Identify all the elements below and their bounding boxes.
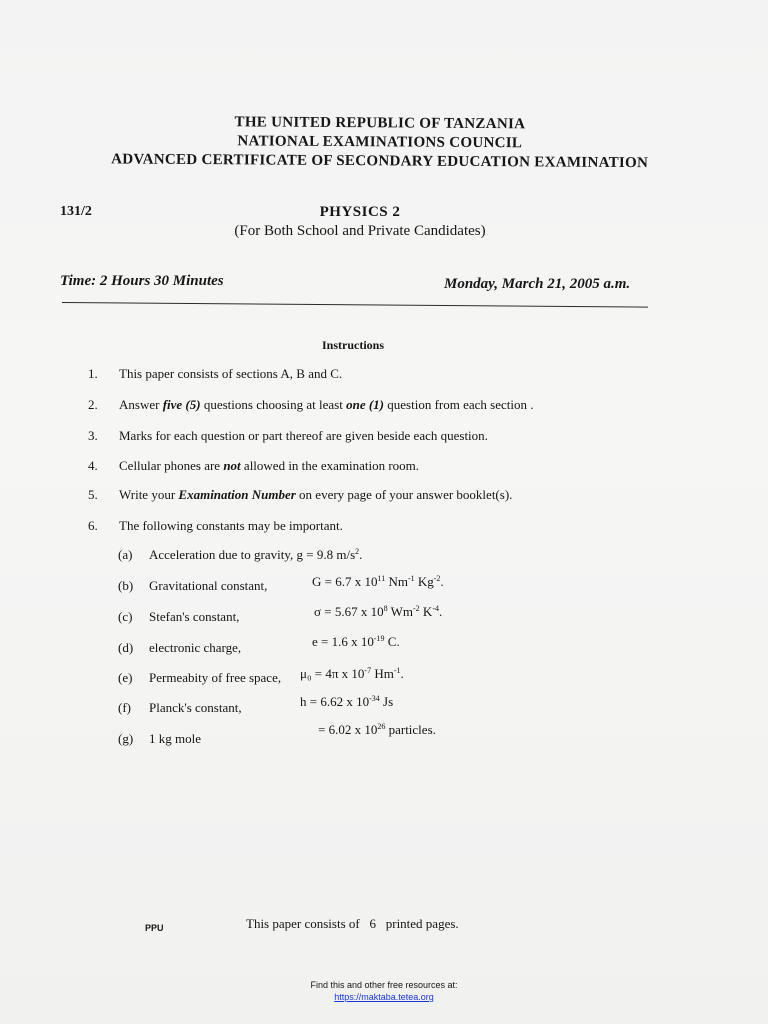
constant-name: Permeabity of free space, xyxy=(149,670,282,685)
footer-text: Find this and other free resources at: xyxy=(310,980,458,990)
constant-label: (a) xyxy=(118,547,133,562)
instruction-text: This paper consists of sections A, B and C. xyxy=(119,366,343,381)
instruction-number: 1. xyxy=(88,366,98,381)
instruction-text: The following constants may be important. xyxy=(119,518,343,533)
instructions-title: Instructions xyxy=(322,338,385,352)
instruction-text: Write your Examination Number on every page of your answer booklet(s). xyxy=(119,487,513,502)
instruction-number: 4. xyxy=(88,458,98,473)
constant-formula: e = 1.6 x $10^{-19}$ C. xyxy=(312,634,400,649)
candidates-note: (For Both School and Private Candidates) xyxy=(234,223,486,239)
subject-block xyxy=(200,203,520,241)
constant-formula: g = 9.8 m/s xyxy=(296,547,356,562)
page-count: 6 xyxy=(369,916,376,931)
footer-link[interactable]: https://maktaba.tetea.org xyxy=(334,992,434,1002)
ppu-label: PPU xyxy=(145,923,164,933)
constant-name: Planck's constant, xyxy=(149,700,242,715)
constant-name: Gravitational constant, xyxy=(149,578,268,593)
subject-name: PHYSICS 2 xyxy=(319,204,401,220)
exam-header xyxy=(50,112,710,174)
constant-name: Stefan's constant, xyxy=(149,609,240,624)
constant-label: (b) xyxy=(118,578,134,593)
constant-label: (g) xyxy=(118,731,134,746)
header-country: THE UNITED REPUBLIC OF TANZANIA xyxy=(234,114,526,133)
constant-formula: σ = 5.67 x $10^8$ $Wm^{-2}$ $K^{-4}$. xyxy=(314,604,443,619)
header-divider xyxy=(62,302,648,308)
instruction-number: 3. xyxy=(88,428,98,443)
constant-formula: h = 6.62 x $10^{-34}$ Js xyxy=(300,694,394,709)
emphasis-five: five (5) xyxy=(162,397,201,412)
constant-formula: G = 6.7 x $10^{11}$ $Nm^{-1}$ $Kg^{-2}$. xyxy=(312,574,444,589)
constant-label: (e) xyxy=(118,670,133,685)
page-count-note: This paper consists of 6 printed pages. xyxy=(246,916,459,931)
instruction-number: 5. xyxy=(88,487,98,502)
resource-footer xyxy=(0,979,768,1003)
emphasis-one: one (1) xyxy=(346,397,385,412)
constant-name: electronic charge, xyxy=(149,640,242,655)
constant-formula: = 6.02 x $10^{26}$ particles. xyxy=(318,722,436,737)
instruction-number: 6. xyxy=(88,518,98,533)
paper-code: 131/2 xyxy=(60,204,92,219)
exam-date: Monday, March 21, 2005 a.m. xyxy=(444,276,631,292)
constant-label: (d) xyxy=(118,640,134,655)
instruction-text: Marks for each question or part thereof are given beside each question. xyxy=(119,428,488,443)
instruction-number: 2. xyxy=(88,397,98,412)
constant-formula: μ₀ = 4π x $10^{-7}$ $Hm^{-1}$. xyxy=(300,666,404,681)
emphasis-exam-number: Examination Number xyxy=(178,487,296,502)
header-exam: ADVANCED CERTIFICATE OF SECONDARY EDUCATION EXAMINATION xyxy=(111,151,649,172)
constant-label: (f) xyxy=(118,700,131,715)
constant-name: 1 kg mole xyxy=(149,731,201,746)
exam-duration: Time: 2 Hours 30 Minutes xyxy=(60,273,224,289)
constant-name: Acceleration due to gravity, g = 9.8 $m/s^2$. xyxy=(149,547,363,562)
emphasis-not: not xyxy=(223,458,241,473)
header-council: NATIONAL EXAMINATIONS COUNCIL xyxy=(237,133,523,152)
instruction-text: Answer five (5) questions choosing at least one (1) question from each section . xyxy=(119,397,534,412)
instruction-text: Cellular phones are not allowed in the examination room. xyxy=(119,458,420,473)
constant-label: (c) xyxy=(118,609,133,624)
